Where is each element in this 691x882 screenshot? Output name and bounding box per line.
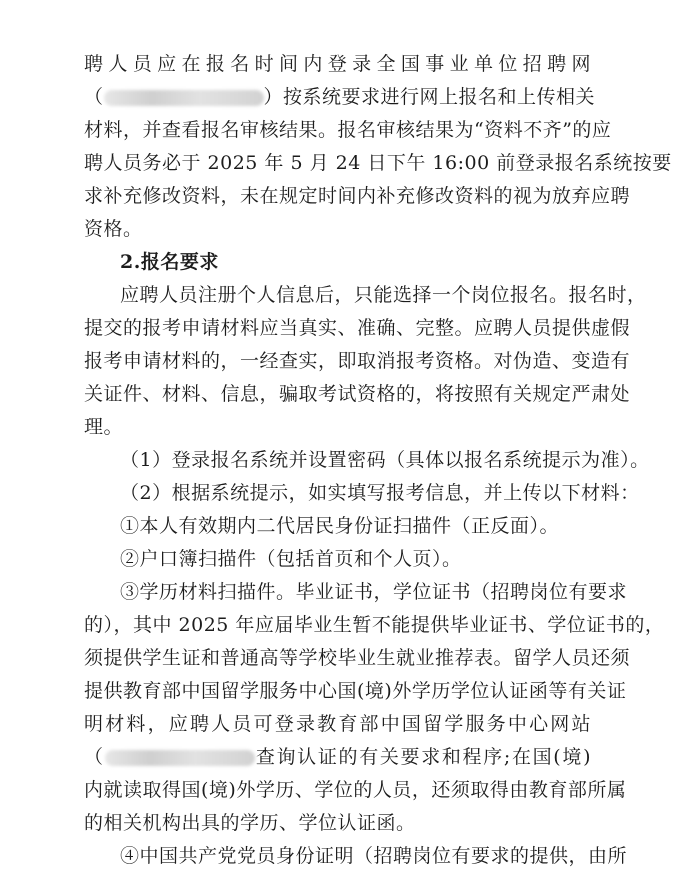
body-line: 提交的报考申请材料应当真实、准确、完整。应聘人员提供虚假	[84, 317, 631, 339]
body-line: 聘人员应在报名时间内登录全国事业单位招聘网	[84, 53, 591, 75]
body-line: 报考申请材料的，一经查实，即取消报考资格。对伪造、变造有	[84, 350, 631, 372]
body-line: 应聘人员注册个人信息后，只能选择一个岗位报名。报名时，	[120, 284, 647, 306]
body-line: 聘人员务必于 2025 年 5 月 24 日下午 16:00 前登录报名系统按要	[84, 152, 672, 174]
body-line: 资格。	[84, 218, 143, 240]
body-line: 明材料，应聘人员可登录教育部中国留学服务中心网站	[84, 713, 591, 735]
list-item: （1）登录报名系统并设置密码（具体以报名系统提示为准）。	[120, 449, 650, 471]
body-line-with-redacted-url	[84, 81, 596, 113]
line-continuation: 查询认证的有关要求和程序;在国(境)	[254, 746, 591, 768]
body-line: 求补充修改资料，未在规定时间内补充修改资料的视为放弃应聘	[84, 185, 631, 207]
list-item: ④中国共产党党员身份证明（招聘岗位有要求的提供，由所	[120, 845, 628, 867]
body-line: 的相关机构出具的学历、学位认证函。	[84, 812, 416, 834]
redacted-url	[105, 750, 255, 766]
line-open-paren: （	[84, 746, 105, 768]
body-line: 内就读取得国(境)外学历、学位的人员，还须取得由教育部所属	[84, 779, 627, 801]
body-line: 的），其中 2025 年应届毕业生暂不能提供毕业证书、学位证书的，	[84, 614, 665, 636]
list-item: ②户口簿扫描件（包括首页和个人页）。	[120, 548, 462, 570]
list-item: （2）根据系统提示，如实填写报考信息，并上传以下材料：	[120, 482, 640, 504]
body-line: 关证件、材料、信息，骗取考试资格的，将按照有关规定严肃处	[84, 383, 631, 405]
list-item: ③学历材料扫描件。毕业证书，学位证书（招聘岗位有要求	[120, 581, 628, 603]
body-line: 理。	[84, 416, 124, 438]
body-line: 须提供学生证和普通高等学校毕业生就业推荐表。留学人员还须	[84, 647, 631, 669]
body-line: 材料，并查看报名审核结果。报名审核结果为“资料不齐”的应	[84, 119, 612, 141]
section-heading: 2.报名要求	[120, 251, 219, 273]
body-line: 提供教育部中国留学服务中心国(境)外学历学位认证函等有关证	[84, 680, 627, 702]
list-item: ①本人有效期内二代居民身份证扫描件（正反面）。	[120, 515, 560, 537]
redacted-url	[104, 90, 264, 106]
line-open-paren: （	[84, 86, 104, 108]
line-continuation: ）按系统要求进行网上报名和上传相关	[263, 86, 596, 108]
body-line-with-redacted-url	[84, 741, 591, 773]
